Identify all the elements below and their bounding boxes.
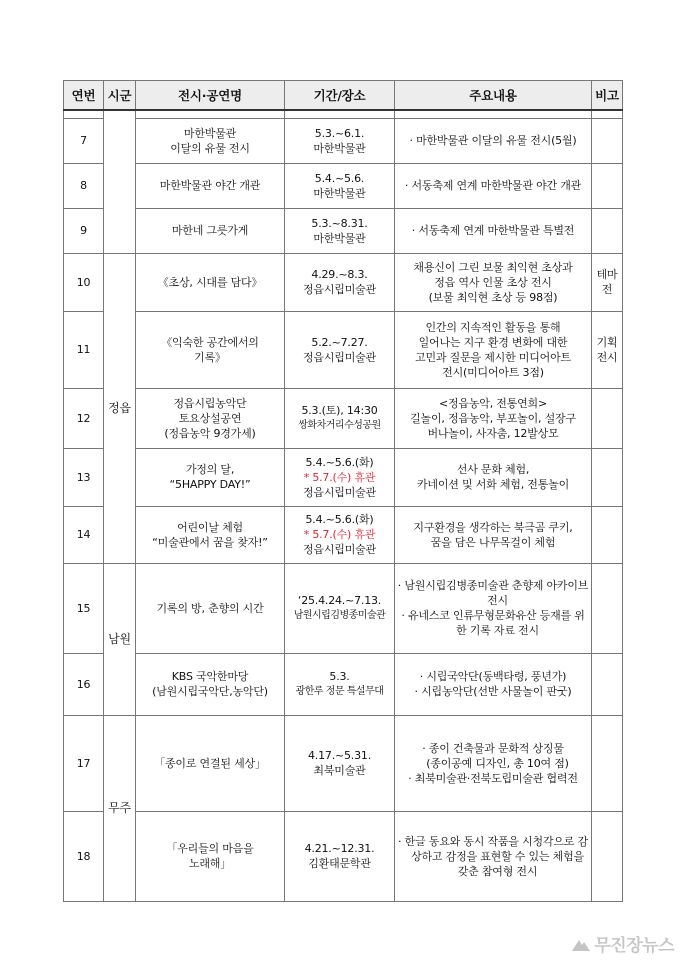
event-content: · 남원시립김병종미술관 춘향제 아카이브 전시 · 유네스코 인류무형문화유산 등재를 위한 기록 자료 전시 [395,563,592,653]
table-row [64,448,623,506]
table-row [64,208,623,253]
event-content: · 한글 동요와 동시 작품을 시청각으로 감상하고 감정을 표현할 수 있는 체험을 갖춘 참여형 전시 [395,811,592,901]
event-content: · 마한박물관 이달의 유물 전시(5월) [395,118,592,163]
table-row [64,163,623,208]
event-period: 4.17.~5.31. 최북미술관 [285,715,395,811]
table-row [64,563,623,653]
event-note [592,715,623,811]
event-period: 4.29.~8.3. 정읍시립미술관 [285,253,395,311]
event-title: KBS 국악한마당 (남원시립국악단,농악단) [136,653,285,715]
event-note: 기획 전시 [592,311,623,388]
event-note [592,118,623,163]
header-period: 기간/장소 [285,81,395,111]
closed-notice: * 5.7.(수) 휴관 [303,528,376,541]
watermark-text: 무진장뉴스 [594,936,674,956]
mountain-logo-icon [571,936,591,953]
spacer-cell [64,110,104,118]
table-row [64,253,623,311]
city-cell-namwon: 남원 [104,563,136,715]
spacer-cell [285,110,395,118]
row-number: 13 [64,448,104,506]
row-number: 7 [64,118,104,163]
row-number: 11 [64,311,104,388]
event-content: 채용신이 그린 보물 최익현 초상과 정읍 역사 인물 초상 전시 (보물 최익현 초상 등 98점) [395,253,592,311]
spacer-cell [592,110,623,118]
row-number: 16 [64,653,104,715]
event-title: 마한박물관 야간 개관 [136,163,285,208]
event-title: 어린이날 체험 “미술관에서 꿈을 찾자!” [136,506,285,563]
event-period: 5.3.(토), 14:30 쌍화차거리수성공원 [285,388,395,448]
event-title: 정읍시립농악단 토요상설공연 (정읍농악 9경가세) [136,388,285,448]
table-header-row [64,81,623,111]
event-period: 5.4.~5.6.(화) * 5.7.(수) 휴관 정읍시립미술관 [285,448,395,506]
event-note [592,163,623,208]
row-number: 12 [64,388,104,448]
event-title: 기록의 방, 춘향의 시간 [136,563,285,653]
event-title: 마한박물관 이달의 유물 전시 [136,118,285,163]
event-title: 《익숙한 공간에서의 기록》 [136,311,285,388]
header-note: 비고 [592,81,623,111]
spacer-cell [395,110,592,118]
event-period: 5.3.~8.31. 마한박물관 [285,208,395,253]
table-row-spacer [64,110,623,118]
row-number: 15 [64,563,104,653]
event-content: 지구환경을 생각하는 북극곰 쿠키, 꿈을 담은 나무목걸이 체험 [395,506,592,563]
event-content: · 종이 건축물과 문화적 상징물 (종이공예 디자인, 총 10여 점) · 최북미술관·전북도립미술관 협력전 [395,715,592,811]
event-note [592,506,623,563]
header-city: 시군 [104,81,136,111]
table-row [64,388,623,448]
event-note [592,653,623,715]
event-content: · 서동축제 연계 마한박물관 야간 개관 [395,163,592,208]
table-row [64,506,623,563]
watermark [571,931,674,956]
event-period: 5.3.~6.1. 마한박물관 [285,118,395,163]
event-content: 선사 문화 체험, 카네이션 및 서화 체험, 전통놀이 [395,448,592,506]
table-row [64,811,623,901]
row-number: 18 [64,811,104,901]
header-content: 주요내용 [395,81,592,111]
event-note [592,448,623,506]
event-title: 마한네 그릇가게 [136,208,285,253]
event-content: <정읍농악, 전통연희> 길놀이, 정읍농악, 부포놀이, 설장구 버나놀이, 사자춤, 12발상모 [395,388,592,448]
header-no: 연번 [64,81,104,111]
event-note: 테마 전 [592,253,623,311]
event-note [592,563,623,653]
spacer-cell [136,110,285,118]
row-number: 17 [64,715,104,811]
event-period: 5.3. 광한루 정문 특설무대 [285,653,395,715]
event-period: ‘25.4.24.~7.13. 남원시립김병종미술관 [285,563,395,653]
event-note [592,811,623,901]
table-row [64,118,623,163]
table-row [64,311,623,388]
event-content: · 서동축제 연계 마한박물관 특별전 [395,208,592,253]
event-title: 《초상, 시대를 담다》 [136,253,285,311]
row-number: 14 [64,506,104,563]
event-schedule-table [63,80,623,902]
event-period: 5.2.~7.27. 정읍시립미술관 [285,311,395,388]
city-cell-continued [104,110,136,253]
row-number: 9 [64,208,104,253]
city-cell-muju: 무주 [104,715,136,901]
event-note [592,388,623,448]
row-number: 8 [64,163,104,208]
row-number: 10 [64,253,104,311]
event-title: 「종이로 연결된 세상」 [136,715,285,811]
event-content: · 시립국악단(동백타령, 풍년가) · 시립농악단(선반 사물놀이 판굿) [395,653,592,715]
event-content: 인간의 지속적인 활동을 통해 일어나는 지구 환경 변화에 대한 고민과 질문을 제시한 미디어아트 전시(미디어아트 3점) [395,311,592,388]
event-period: 4.21.~12.31. 김환태문학관 [285,811,395,901]
event-period: 5.4.~5.6.(화) * 5.7.(수) 휴관 정읍시립미술관 [285,506,395,563]
event-title: 「우리들의 마음을 노래해」 [136,811,285,901]
table-row [64,715,623,811]
city-cell-jeongeup: 정읍 [104,253,136,563]
closed-notice: * 5.7.(수) 휴관 [303,470,376,484]
event-title: 가정의 달, “5HAPPY DAY!” [136,448,285,506]
event-note [592,208,623,253]
event-period: 5.4.~5.6. 마한박물관 [285,163,395,208]
header-title: 전시·공연명 [136,81,285,111]
table-row [64,653,623,715]
